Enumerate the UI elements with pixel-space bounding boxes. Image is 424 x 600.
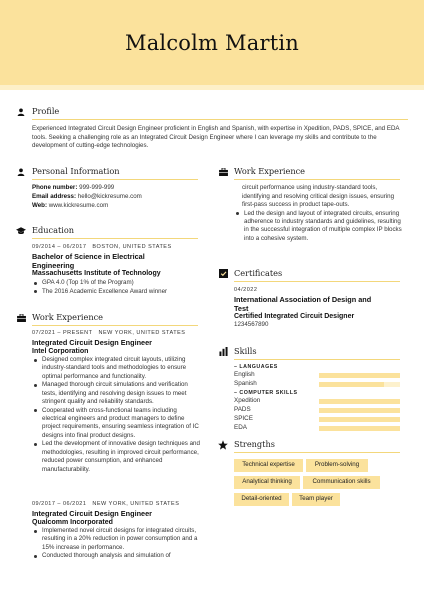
education-bullets xyxy=(32,279,204,296)
skill-row xyxy=(234,415,406,424)
star-icon xyxy=(218,440,228,450)
job-company: Qualcomm Incorporated xyxy=(32,518,113,526)
briefcase-icon xyxy=(218,167,228,177)
job-continued-text: circuit performance using industry-standard tools, identifying and resolving critical design issues, ensuring first-pass success in product tape-outs. xyxy=(242,184,395,209)
skill-level-bar xyxy=(319,417,400,422)
job-location: NEW YORK, UNITED STATES xyxy=(92,501,180,507)
person-icon xyxy=(16,167,26,177)
skill-row xyxy=(234,406,406,415)
skill-name: Xpedition xyxy=(234,396,261,404)
skills-list xyxy=(234,364,406,433)
work-continued-section-header xyxy=(218,166,305,177)
profile-title: Profile xyxy=(32,106,60,117)
job-location: NEW YORK, UNITED STATES xyxy=(98,330,186,336)
job-bullets xyxy=(234,210,406,244)
work-title: Work Experience xyxy=(32,312,104,323)
job-role: Integrated Circuit Design Engineer xyxy=(32,509,153,519)
list-item: Designed complex integrated circuit layouts, utilizing industry-standard tools and methodologies to ensure optimal performance and functionality. xyxy=(32,356,202,381)
certificate-org-line-1: International Association of Design and xyxy=(234,295,372,305)
job-intel xyxy=(32,330,202,474)
certificate-id: 1234567890 xyxy=(234,321,269,329)
list-item: Led the development of innovative design techniques and methodologies, resulting in improved circuit performance, reduced power consumption, and enhanced manufacturability. xyxy=(32,440,202,474)
strengths-section-header xyxy=(218,439,275,450)
skill-level-bar xyxy=(319,399,400,404)
email-value[interactable]: hello@kickresume.com xyxy=(77,192,142,200)
skill-level-fill xyxy=(319,426,400,431)
education-item xyxy=(32,244,204,296)
skill-level-fill xyxy=(319,417,400,422)
list-item: Implemented novel circuit designs for integrated circuits, resulting in a 20% reduction in power consumption and a 15% increase in performance. xyxy=(32,527,202,552)
skills-section-header xyxy=(218,346,257,357)
job-role: Integrated Circuit Design Engineer xyxy=(32,338,153,348)
bar-chart-icon xyxy=(218,347,228,357)
skill-row xyxy=(234,397,406,406)
skill-row xyxy=(234,380,406,389)
certificate-name: Certified Integrated Circuit Designer xyxy=(234,313,355,321)
skill-level-bar xyxy=(319,382,400,387)
list-item: Managed thorough circuit simulations and verification tests, identifying and resolving design issues to meet stringent quality and reliability standards. xyxy=(32,381,202,406)
strengths-title: Strengths xyxy=(234,439,275,450)
web-value[interactable]: www.kickresume.com xyxy=(48,201,109,209)
personal-title: Personal Information xyxy=(32,166,120,177)
list-item: Cooperated with cross-functional teams including electrical engineers and product managers to define project requirements, ensuring seamless integration of IC designs into final product designs. xyxy=(32,407,202,441)
work-rule xyxy=(32,325,198,326)
email-label: Email address: xyxy=(32,192,77,200)
strength-tag: Analytical thinking xyxy=(234,476,300,489)
computer-skills-label: COMPUTER SKILLS xyxy=(239,389,298,396)
personal-info xyxy=(32,184,202,210)
job-qualcomm xyxy=(32,501,202,561)
skill-level-fill xyxy=(319,408,400,413)
strength-tag: Detail-oriented xyxy=(234,493,289,506)
job-meta xyxy=(32,501,202,508)
profile-rule xyxy=(32,119,408,120)
certificate-date: 04/2022 xyxy=(234,287,258,293)
email-line xyxy=(32,193,202,202)
list-item: GPA 4.0 (Top 1% of the Program) xyxy=(32,279,204,287)
certificates-title: Certificates xyxy=(234,268,283,279)
skill-level-fill xyxy=(319,373,400,378)
education-meta xyxy=(32,244,204,251)
profile-text: Experienced Integrated Circuit Design Engineer proficient in English and Spanish, with expertise in Xpedition, PADS, SPICE, and EDA tools. Seeking a challenging role as an Integrated Circuit Design Engineer where I can leverage my skills and contribute to the development of cutting-edge technologies. xyxy=(32,125,400,150)
work-section-header xyxy=(16,312,103,323)
skill-name: PADS xyxy=(234,405,251,413)
job-bullets xyxy=(32,356,202,474)
certificate-icon xyxy=(218,269,228,279)
skills-computer-label: – COMPUTER SKILLS xyxy=(234,389,298,396)
work-continued-title: Work Experience xyxy=(234,166,306,177)
personal-rule xyxy=(32,179,198,180)
skill-level-fill xyxy=(319,382,384,387)
job-continued xyxy=(234,184,406,243)
skill-level-bar xyxy=(319,426,400,431)
computer-skill-rows xyxy=(234,397,406,433)
skill-name: English xyxy=(234,370,255,378)
education-rule xyxy=(32,238,198,239)
skill-row xyxy=(234,371,406,380)
skill-name: Spanish xyxy=(234,379,257,387)
phone-line xyxy=(32,184,202,193)
strength-tag: Team player xyxy=(292,493,340,506)
skill-level-fill xyxy=(319,399,400,404)
skill-level-bar xyxy=(319,373,400,378)
degree-line-1: Bachelor of Science in Electrical xyxy=(32,252,145,262)
strength-tag: Technical expertise xyxy=(234,459,303,472)
profile-section-header xyxy=(16,106,59,117)
strength-tag: Problem-solving xyxy=(306,459,368,472)
skills-rule xyxy=(234,359,400,360)
header-band xyxy=(0,85,424,90)
skills-languages-label: – LANGUAGES xyxy=(234,364,278,370)
job-meta xyxy=(32,330,202,337)
certificate-item xyxy=(234,287,406,330)
strength-tag: Communication skills xyxy=(303,476,380,489)
skill-name: EDA xyxy=(234,423,247,431)
language-rows xyxy=(234,371,406,389)
job-dates: 07/2021 – PRESENT xyxy=(32,330,93,336)
briefcase-icon xyxy=(16,313,26,323)
list-item: Conducted thorough analysis and simulation of xyxy=(32,552,202,560)
work-continued-rule xyxy=(234,179,400,180)
candidate-name: Malcolm Martin xyxy=(125,31,299,55)
personal-section-header xyxy=(16,166,120,177)
degree-line-2: Engineering xyxy=(32,260,75,270)
degree xyxy=(32,253,204,270)
certificate-org-line-2: Test xyxy=(234,303,249,313)
skill-row xyxy=(234,424,406,433)
certificates-rule xyxy=(234,281,400,282)
certificates-section-header xyxy=(218,268,282,279)
graduation-cap-icon xyxy=(16,226,26,236)
education-dates: 09/2014 – 06/2017 xyxy=(32,244,87,250)
certificate-org xyxy=(234,296,406,313)
school-name: Massachusetts Institute of Technology xyxy=(32,270,161,278)
languages-label: LANGUAGES xyxy=(239,364,278,370)
education-section-header xyxy=(16,225,74,236)
skill-level-bar xyxy=(319,408,400,413)
education-location: BOSTON, UNITED STATES xyxy=(92,244,172,250)
job-company: Intel Corporation xyxy=(32,347,89,355)
phone-label: Phone number: xyxy=(32,184,78,191)
skill-name: SPICE xyxy=(234,414,253,422)
job-dates: 09/2017 – 06/2021 xyxy=(32,501,87,507)
skills-title: Skills xyxy=(234,346,257,357)
job-bullets xyxy=(32,527,202,561)
list-item: Led the design and layout of integrated circuits, ensuring adherence to industry standards and guidelines, resulting in the successful integration of multiple complex IP blocks into a cohesive system. xyxy=(234,210,406,244)
list-item: The 2016 Academic Excellence Award winner xyxy=(32,288,204,296)
web-label: Web: xyxy=(32,201,48,209)
phone-value: 999-999-999 xyxy=(79,184,115,191)
education-title: Education xyxy=(32,225,75,236)
strengths-rule xyxy=(234,452,400,453)
person-icon xyxy=(16,107,26,117)
web-line xyxy=(32,202,202,211)
